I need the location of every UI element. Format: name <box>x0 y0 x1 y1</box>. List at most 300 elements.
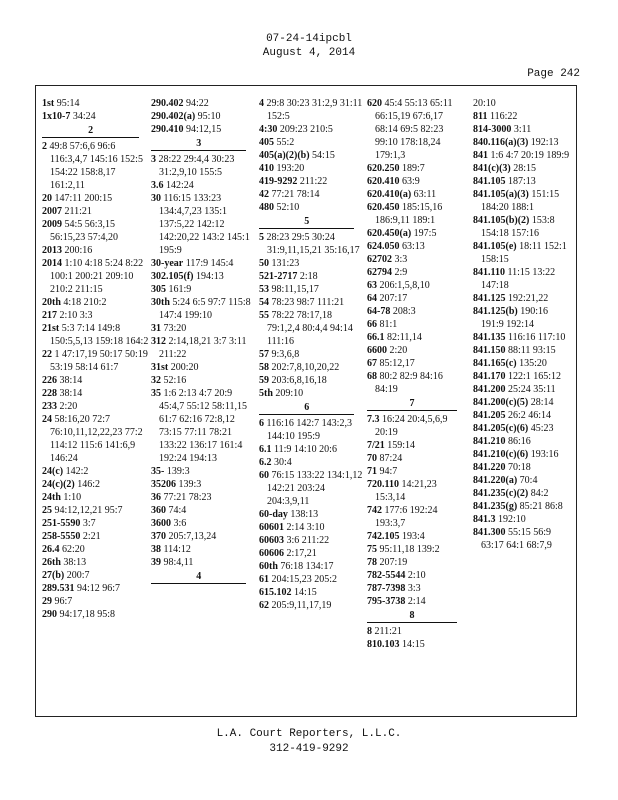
index-entry <box>473 97 573 110</box>
index-entry <box>367 331 467 344</box>
index-entry <box>42 257 150 296</box>
index-term: 4 <box>259 98 264 109</box>
index-references: 26:2 46:14 <box>508 410 552 421</box>
index-references: 177:6 192:24 193:3,7 <box>375 505 438 529</box>
index-entry <box>42 322 150 348</box>
index-entry <box>473 214 573 240</box>
index-references: 5:3 7:14 149:8 150:5,5,13 159:18 164:2 <box>50 323 149 347</box>
index-term: 3600 <box>151 518 171 529</box>
index-references: 25:24 35:11 <box>508 384 556 395</box>
index-entry <box>259 456 365 469</box>
index-term: 841.235(c)(2) <box>473 488 529 499</box>
index-term: 60603 <box>259 535 284 546</box>
index-entry <box>367 292 467 305</box>
index-references: 187:13 <box>508 176 536 187</box>
index-entry <box>259 270 365 283</box>
index-references: 63:11 <box>413 189 437 200</box>
index-references: 206:1,5,8,10 <box>379 280 430 291</box>
index-term: 841.125(b) <box>473 306 518 317</box>
index-entry <box>151 556 257 569</box>
index-term: 217 <box>42 310 57 321</box>
index-references: 211:21 <box>374 626 402 637</box>
index-entry <box>473 435 573 448</box>
index-references: 1:6 2:13 4:7 20:9 45:4,7 55:12 58:11,15 61:7 62:16 72:8,12 73:15 77:11 78:21 133:22 136:17 161:4 192:24 194:13 <box>159 388 247 464</box>
index-term: 66 <box>367 319 377 330</box>
index-entry <box>259 201 365 214</box>
index-term: 64-78 <box>367 306 391 317</box>
index-entry <box>473 175 573 188</box>
index-references: 14:21,23 15:3,14 <box>375 479 437 503</box>
index-term: 3.6 <box>151 180 164 191</box>
index-references: 192:10 <box>498 514 526 525</box>
index-term: 615.102 <box>259 587 292 598</box>
index-references: 3:7 <box>82 518 96 529</box>
index-entry <box>42 543 150 556</box>
index-references: 34:24 <box>72 111 96 122</box>
index-references: 204:15,23 205:2 <box>271 574 338 585</box>
index-term: 290 <box>42 609 57 620</box>
index-references: 2:9 <box>394 267 408 278</box>
index-entry <box>42 348 150 374</box>
index-entry <box>259 97 365 123</box>
index-entry <box>473 409 573 422</box>
index-term: 58 <box>259 362 269 373</box>
index-entry <box>151 270 257 283</box>
index-references: 2:14 <box>407 596 426 607</box>
index-entry <box>151 123 257 136</box>
index-entry <box>367 240 467 253</box>
index-term: 841.220(a) <box>473 475 518 486</box>
index-references: 54:15 <box>312 150 335 161</box>
index-term: 841.105(b)(2) <box>473 215 530 226</box>
index-references: 131:23 <box>271 258 300 269</box>
index-term: 59 <box>259 375 269 386</box>
index-entry <box>367 253 467 266</box>
index-entry <box>259 573 365 586</box>
index-term: 6.2 <box>259 457 272 468</box>
index-entry <box>151 335 257 361</box>
index-references: 116:15 133:23 134:4,7,23 135:1 137:5,22 142:12 142:20,22 143:2 145:1 195:9 <box>159 193 250 256</box>
index-entry <box>151 361 257 374</box>
index-term: 50 <box>259 258 269 269</box>
index-entry <box>473 487 573 500</box>
index-term: 35206 <box>151 479 176 490</box>
index-references: 81:1 <box>379 319 398 330</box>
index-entry <box>367 97 467 162</box>
index-references: 2:10 <box>407 570 426 581</box>
index-references: 2:18 <box>299 271 318 282</box>
index-entry <box>367 162 467 175</box>
section-heading: 2 <box>42 125 139 138</box>
index-references: 49:8 57:6,6 96:6 116:3,4,7 145:16 152:5 154:22 158:8,17 161:2,11 <box>49 141 143 191</box>
index-entry <box>259 296 365 309</box>
index-references: 135:20 <box>519 358 547 369</box>
index-entry <box>151 543 257 556</box>
index-references: 2:14 3:10 <box>286 522 325 533</box>
index-term: 26.4 <box>42 544 60 555</box>
index-term: 24th <box>42 492 61 503</box>
index-entry <box>473 292 573 305</box>
index-references: 70:4 <box>519 475 538 486</box>
index-term: 841 <box>473 150 488 161</box>
index-entry <box>473 123 573 136</box>
index-term: 62 <box>259 600 269 611</box>
index-references: 94:12,15 <box>186 124 222 135</box>
index-term: 4:30 <box>259 124 278 135</box>
index-entry <box>367 465 467 478</box>
index-term: 290.402(a) <box>151 111 196 122</box>
section-heading: 3 <box>151 138 246 151</box>
index-entry <box>259 361 365 374</box>
index-term: 31 <box>151 323 161 334</box>
index-references: 77:21 78:14 <box>271 189 320 200</box>
index-term: 3 <box>151 154 156 165</box>
index-entry <box>367 439 467 452</box>
index-column <box>367 97 467 651</box>
index-references: 11:9 14:10 20:6 <box>274 444 337 455</box>
index-term: 35- <box>151 466 165 477</box>
index-entry <box>151 296 257 322</box>
index-entry <box>259 508 365 521</box>
index-entry <box>42 556 150 569</box>
index-term: 78 <box>367 557 377 568</box>
index-entry <box>473 448 573 461</box>
index-entry <box>473 357 573 370</box>
index-term: 1x10-7 <box>42 111 71 122</box>
index-term: 841.200 <box>473 384 506 395</box>
index-term: 620.410(a) <box>367 189 412 200</box>
index-term: 64 <box>367 293 377 304</box>
index-references: 116:16 117:10 <box>508 332 566 343</box>
index-entry <box>473 513 573 526</box>
index-references: 3:6 211:22 <box>286 535 330 546</box>
index-entry <box>367 305 467 318</box>
index-term: 841.105 <box>473 176 506 187</box>
index-references: 194:13 <box>196 271 224 282</box>
index-entry <box>42 387 150 400</box>
index-references: 159:14 <box>387 440 416 451</box>
index-references: 193:4 <box>402 531 425 542</box>
index-references: 200:16 <box>64 245 93 256</box>
index-references: 202:7,8,10,20,22 <box>271 362 340 373</box>
index-entry <box>473 396 573 409</box>
index-term: 841.105(a)(3) <box>473 189 529 200</box>
index-term: 405(a)(2)(b) <box>259 150 310 161</box>
index-entry <box>367 452 467 465</box>
index-term: 480 <box>259 202 274 213</box>
section-heading: 4 <box>151 571 246 584</box>
page-number: Page 242 <box>527 68 580 80</box>
index-references: 116:16 142:7 143:2,3 144:10 195:9 <box>266 418 352 442</box>
index-entry <box>367 357 467 370</box>
index-entry <box>259 309 365 348</box>
index-references: 116:22 <box>489 111 518 122</box>
index-entry <box>42 569 150 582</box>
index-references: 80:2 82:9 84:16 84:19 <box>375 371 443 395</box>
index-entry <box>259 469 365 508</box>
index-references: 2:20 <box>389 345 408 356</box>
index-term: 787-7398 <box>367 583 406 594</box>
index-term: 24 <box>42 414 52 425</box>
index-term: 5th <box>259 388 273 399</box>
index-term: 42 <box>259 189 269 200</box>
date: August 4, 2014 <box>262 47 356 59</box>
index-term: 312 <box>151 336 166 347</box>
index-entry <box>42 400 150 413</box>
index-entry <box>151 283 257 296</box>
index-references: 95:14 <box>56 98 80 109</box>
index-entry <box>367 530 467 543</box>
index-entry <box>259 547 365 560</box>
index-entry <box>473 149 573 162</box>
index-references: 211:22 <box>299 176 328 187</box>
index-references: 73:20 <box>163 323 187 334</box>
index-entry <box>151 374 257 387</box>
index-term: 2007 <box>42 206 62 217</box>
index-references: 28:15 <box>513 163 537 174</box>
index-references: 142:24 <box>166 180 194 191</box>
index-entry <box>42 413 150 465</box>
index-references: 20:10 <box>473 98 496 109</box>
index-references: 45:4 55:13 65:11 66:15,19 67:6,17 68:14 69:5 82:23 99:10 178:18,24 179:1,3 <box>375 98 453 161</box>
index-term: 62702 <box>367 254 392 265</box>
index-entry <box>42 97 150 110</box>
index-entry <box>473 110 573 123</box>
index-entry <box>259 162 365 175</box>
index-entry <box>151 179 257 192</box>
index-term: 251-5590 <box>42 518 81 529</box>
index-term: 60 <box>259 470 269 481</box>
index-entry <box>367 413 467 439</box>
index-term: 370 <box>151 531 166 542</box>
index-entry <box>473 136 573 149</box>
index-references: 63:9 <box>402 176 420 187</box>
index-references: 146:2 <box>77 479 101 490</box>
index-references: 209:23 210:5 <box>279 124 333 135</box>
index-entry <box>473 500 573 513</box>
index-references: 11:15 13:22 147:18 <box>481 267 556 291</box>
index-entry <box>367 201 467 227</box>
index-references: 3:11 <box>513 124 532 135</box>
index-term: 55 <box>259 310 269 321</box>
index-references: 52:10 <box>276 202 300 213</box>
index-term: 24(c) <box>42 466 64 477</box>
index-references: 70:18 <box>508 462 531 473</box>
index-references: 1:6 4:7 20:19 189:9 <box>490 150 570 161</box>
index-term: 32 <box>151 375 161 386</box>
index-entry <box>42 244 150 257</box>
index-entry <box>151 478 257 491</box>
index-entry <box>151 504 257 517</box>
index-entry <box>367 318 467 331</box>
index-entry <box>42 478 150 491</box>
index-entry <box>367 478 467 504</box>
index-term: 60th <box>259 561 278 572</box>
index-column <box>42 97 150 621</box>
index-entry <box>473 474 573 487</box>
index-term: 6 <box>259 418 264 429</box>
index-references: 3:3 <box>407 583 421 594</box>
index-references: 207:19 <box>379 557 408 568</box>
index-references: 30:4 <box>274 457 292 468</box>
index-references: 207:17 <box>379 293 408 304</box>
index-entry <box>42 296 150 309</box>
index-references: 139:3 <box>178 479 202 490</box>
index-term: 60606 <box>259 548 284 559</box>
index-entry <box>473 370 573 383</box>
index-term: 2013 <box>42 245 62 256</box>
index-references: 205:9,11,17,19 <box>271 600 332 611</box>
index-references: 14:15 <box>402 639 425 650</box>
index-term: 226 <box>42 375 57 386</box>
index-entry <box>151 192 257 257</box>
index-term: 61 <box>259 574 269 585</box>
index-term: 841.300 <box>473 527 506 538</box>
index-entry <box>473 162 573 175</box>
index-entry <box>151 465 257 478</box>
index-references: 5:24 6:5 97:7 115:8 147:4 199:10 <box>159 297 251 321</box>
index-references: 94:12 96:7 <box>77 583 121 594</box>
index-term: 2 <box>42 141 47 152</box>
reporter-name: L.A. Court Reporters, L.L.C. <box>216 728 402 740</box>
index-term: 841.125 <box>473 293 506 304</box>
index-references: 189:7 <box>402 163 425 174</box>
index-term: 68 <box>367 371 377 382</box>
index-entry <box>42 504 150 517</box>
index-entry <box>42 491 150 504</box>
index-entry <box>259 387 365 400</box>
index-term: 53 <box>259 284 269 295</box>
index-entry <box>259 417 365 443</box>
index-term: 419-9292 <box>259 176 298 187</box>
index-term: 75 <box>367 544 377 555</box>
index-entry <box>473 331 573 344</box>
index-entry <box>367 175 467 188</box>
index-term: 841.135 <box>473 332 506 343</box>
index-entry <box>367 188 467 201</box>
index-entry <box>473 188 573 214</box>
index-references: 1 47:17,19 50:17 50:19 53:19 58:14 61:7 <box>50 349 148 373</box>
index-entry <box>151 110 257 123</box>
index-entry <box>151 530 257 543</box>
index-references: 52:16 <box>163 375 187 386</box>
index-column <box>473 97 573 552</box>
index-term: 6.1 <box>259 444 272 455</box>
index-references: 2:20 <box>59 401 78 412</box>
index-entry <box>42 218 150 244</box>
index-term: 20 <box>42 193 52 204</box>
index-references: 2:21 <box>82 531 101 542</box>
index-term: 71 <box>367 466 377 477</box>
index-references: 94:12,12,21 95:7 <box>54 505 123 516</box>
index-term: 841(c)(3) <box>473 163 511 174</box>
index-references: 153:8 154:18 157:16 <box>481 215 555 239</box>
index-references: 16:24 20:4,5,6,9 20:19 <box>375 414 448 438</box>
index-references: 9:3,6,8 <box>271 349 300 360</box>
index-references: 45:23 <box>530 423 554 434</box>
index-entry <box>259 123 365 136</box>
index-entry <box>259 443 365 456</box>
index-term: 410 <box>259 163 274 174</box>
index-entry <box>151 517 257 530</box>
index-term: 841.220 <box>473 462 506 473</box>
index-term: 21st <box>42 323 60 334</box>
index-entry <box>42 192 150 205</box>
index-term: 66.1 <box>367 332 385 343</box>
index-references: 62:20 <box>62 544 85 555</box>
index-box <box>35 85 577 717</box>
index-term: 63 <box>367 280 377 291</box>
index-term: 30 <box>151 193 161 204</box>
index-entry <box>473 305 573 331</box>
index-entry <box>473 383 573 396</box>
index-entry <box>151 387 257 465</box>
index-references: 98:11,15,17 <box>271 284 319 295</box>
index-references: 38:14 <box>59 388 83 399</box>
index-entry <box>367 279 467 292</box>
index-references: 78:22 78:17,18 79:1,2,4 80:4,4 94:14 111:16 <box>267 310 353 347</box>
index-references: 117:9 145:4 <box>185 258 234 269</box>
index-references: 192:21,22 <box>508 293 549 304</box>
index-term: 841.210 <box>473 436 506 447</box>
index-references: 193:20 <box>276 163 305 174</box>
index-term: 841.170 <box>473 371 506 382</box>
index-references: 94:22 <box>186 98 209 109</box>
index-term: 841.235(g) <box>473 501 518 512</box>
index-references: 2:17,21 <box>286 548 317 559</box>
section-heading: 5 <box>259 216 354 229</box>
section-heading: 6 <box>259 402 354 415</box>
index-entry <box>42 582 150 595</box>
index-references: 142:2 <box>65 466 89 477</box>
index-references: 63:13 <box>402 241 425 252</box>
index-references: 29:8 30:23 31:2,9 31:11 152:5 <box>266 98 363 122</box>
index-references: 2:14,18,21 3:7 3:11 211:22 <box>159 336 247 360</box>
index-entry <box>42 374 150 387</box>
index-term: 290.402 <box>151 98 184 109</box>
index-references: 211:21 <box>64 206 92 217</box>
index-term: 290.410 <box>151 124 184 135</box>
index-term: 620.250 <box>367 163 400 174</box>
index-term: 27(b) <box>42 570 65 581</box>
index-references: 77:21 78:23 <box>163 492 212 503</box>
index-term: 30-year <box>151 258 184 269</box>
index-references: 96:7 <box>54 596 73 607</box>
index-term: 360 <box>151 505 166 516</box>
index-term: 29 <box>42 596 52 607</box>
index-term: 720.110 <box>367 479 399 490</box>
index-references: 200:20 <box>170 362 199 373</box>
index-references: 86:16 <box>508 436 531 447</box>
index-term: 620.450 <box>367 202 400 213</box>
index-references: 122:1 165:12 <box>508 371 562 382</box>
index-references: 190:16 191:9 192:14 <box>481 306 549 330</box>
section-heading: 8 <box>367 610 457 623</box>
index-entry <box>473 461 573 474</box>
index-term: 305 <box>151 284 166 295</box>
index-entry <box>259 149 365 162</box>
section-heading: 7 <box>367 398 457 411</box>
index-references: 98:4,11 <box>163 557 194 568</box>
index-references: 76:18 134:17 <box>280 561 334 572</box>
index-references: 38:13 <box>63 557 87 568</box>
index-references: 161:9 <box>168 284 192 295</box>
index-entry <box>367 625 467 638</box>
index-references: 4:18 210:2 <box>63 297 107 308</box>
index-references: 114:12 <box>163 544 191 555</box>
index-term: 60601 <box>259 522 284 533</box>
index-entry <box>259 188 365 201</box>
